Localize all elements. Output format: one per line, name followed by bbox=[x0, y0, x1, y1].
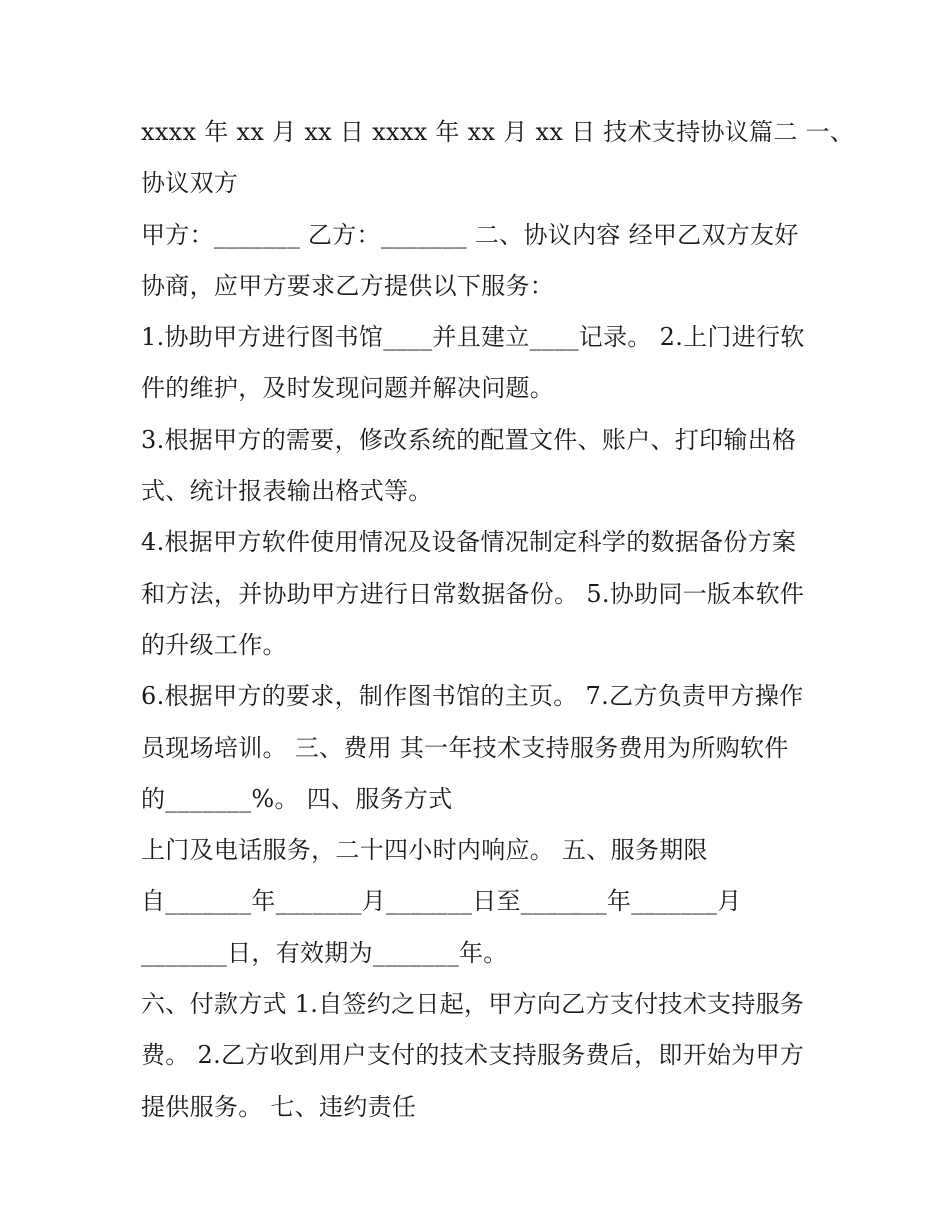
text-line: 提供服务。 七、违约责任 bbox=[141, 1092, 417, 1121]
text-line: 甲方：_______ 乙方：_______ 二、协议内容 经甲乙双方友好 bbox=[141, 220, 799, 249]
text-line: 式、统计报表输出格式等。 bbox=[141, 477, 433, 506]
text-line: 员现场培训。 三、费用 其一年技术支持服务费用为所购软件 bbox=[141, 733, 789, 762]
text-line: 和方法，并协助甲方进行日常数据备份。 5.协助同一版本软件 bbox=[141, 579, 805, 608]
text-line: 协议双方 bbox=[141, 169, 239, 198]
text-line: 的_______%。 四、服务方式 bbox=[141, 784, 453, 813]
text-line: 六、付款方式 1.自签约之日起，甲方向乙方支付技术支持服务 bbox=[141, 990, 805, 1019]
text-line: 6.根据甲方的要求，制作图书馆的主页。 7.乙方负责甲方操作 bbox=[141, 682, 804, 711]
text-line: 的升级工作。 bbox=[141, 630, 287, 659]
text-line: 件的维护，及时发现问题并解决问题。 bbox=[141, 374, 555, 403]
agreement-text bbox=[141, 107, 855, 1133]
text-line: 协商，应甲方要求乙方提供以下服务： bbox=[141, 271, 555, 300]
text-line: xxxx 年 xx 月 xx 日 xxxx 年 xx 月 xx 日 技术支持协议篇二 一、 bbox=[141, 118, 855, 146]
text-line: 1.协助甲方进行图书馆____并且建立____记录。 2.上门进行软 bbox=[141, 323, 805, 352]
text-line: 自_______年_______月_______日至_______年_______月 bbox=[141, 887, 742, 916]
text-line: 费。 2.乙方收到用户支付的技术支持服务费后，即开始为甲方 bbox=[141, 1041, 805, 1070]
text-line: _______日，有效期为_______年。 bbox=[141, 938, 508, 967]
text-line: 上门及电话服务，二十四小时内响应。 五、服务期限 bbox=[141, 836, 708, 865]
text-line: 4.根据甲方软件使用情况及设备情况制定科学的数据备份方案 bbox=[141, 528, 797, 557]
text-line: 3.根据甲方的需要，修改系统的配置文件、账户、打印输出格 bbox=[141, 425, 797, 454]
